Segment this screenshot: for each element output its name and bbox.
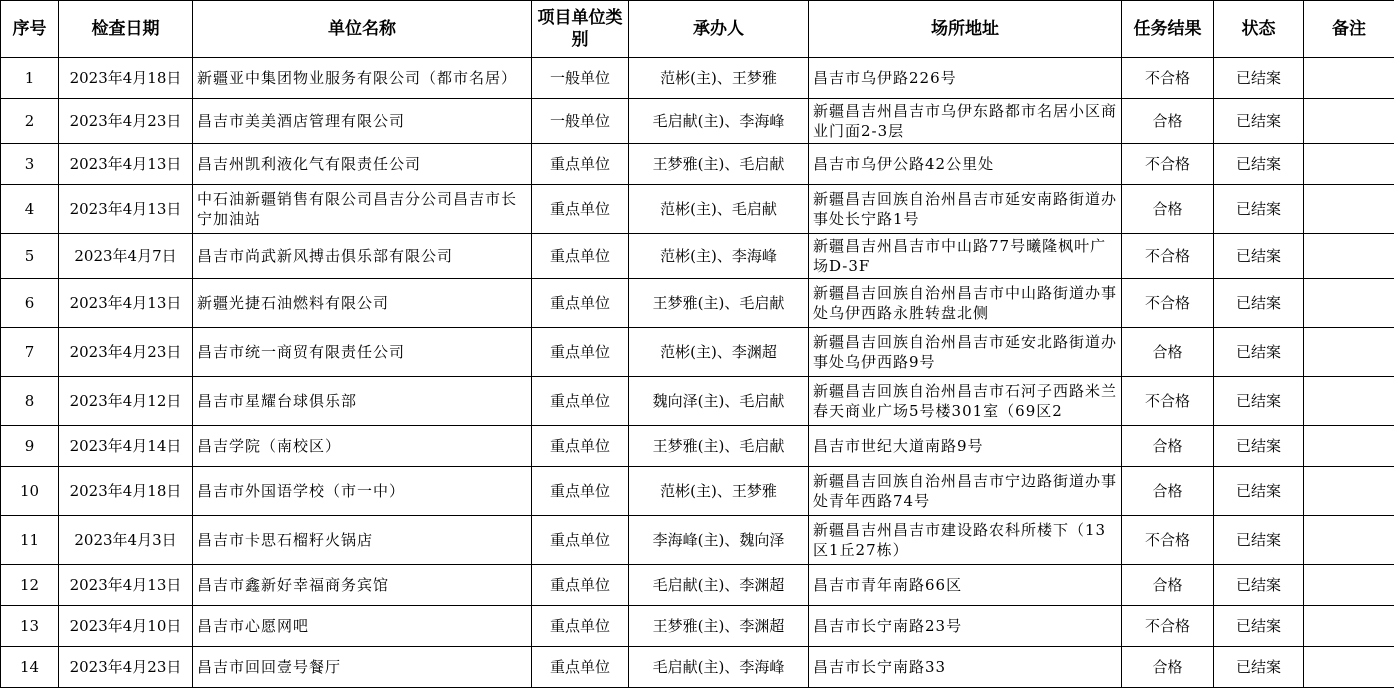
table-row bbox=[1, 234, 1394, 279]
cell-remark bbox=[1304, 58, 1394, 99]
cell-handler: 王梦雅(主)、毛启献 bbox=[629, 279, 809, 328]
cell-date: 2023年4月12日 bbox=[59, 377, 193, 426]
header-category: 项目单位类别 bbox=[532, 1, 629, 58]
cell-address-text: 新疆昌吉回族自治州昌吉市延安南路街道办事处长宁路1号 bbox=[813, 190, 1117, 228]
cell-handler: 范彬(主)、李渊超 bbox=[629, 328, 809, 377]
cell-result: 不合格 bbox=[1122, 516, 1214, 565]
cell-status: 已结案 bbox=[1214, 467, 1304, 516]
table-row bbox=[1, 328, 1394, 377]
cell-status: 已结案 bbox=[1214, 426, 1304, 467]
cell-address-text: 昌吉市长宁南路33 bbox=[813, 658, 947, 676]
cell-unit bbox=[193, 99, 532, 144]
cell-address bbox=[809, 516, 1122, 565]
cell-category: 重点单位 bbox=[532, 328, 629, 377]
cell-unit bbox=[193, 467, 532, 516]
cell-handler: 毛启献(主)、李海峰 bbox=[629, 99, 809, 144]
cell-address-text: 新疆昌吉州昌吉市中山路77号曦隆枫叶广场D-3F bbox=[813, 237, 1107, 275]
cell-address-text: 昌吉市乌伊路226号 bbox=[813, 69, 957, 87]
cell-address-text: 昌吉市乌伊公路42公里处 bbox=[813, 155, 995, 173]
table-row bbox=[1, 58, 1394, 99]
cell-result: 合格 bbox=[1122, 565, 1214, 606]
cell-status: 已结案 bbox=[1214, 377, 1304, 426]
cell-address-text: 新疆昌吉州昌吉市建设路农科所楼下（13区1丘27栋） bbox=[813, 521, 1107, 559]
cell-unit bbox=[193, 279, 532, 328]
cell-seq: 12 bbox=[1, 565, 59, 606]
header-unit: 单位名称 bbox=[193, 1, 532, 58]
cell-date: 2023年4月13日 bbox=[59, 279, 193, 328]
header-seq: 序号 bbox=[1, 1, 59, 58]
cell-date: 2023年4月10日 bbox=[59, 606, 193, 647]
cell-status: 已结案 bbox=[1214, 58, 1304, 99]
cell-result: 合格 bbox=[1122, 185, 1214, 234]
cell-unit-text: 昌吉市美美酒店管理有限公司 bbox=[197, 112, 406, 130]
cell-handler: 毛启献(主)、李海峰 bbox=[629, 647, 809, 688]
cell-address bbox=[809, 58, 1122, 99]
cell-unit-text: 昌吉市尚武新风搏击俱乐部有限公司 bbox=[197, 247, 454, 265]
cell-status: 已结案 bbox=[1214, 234, 1304, 279]
cell-category: 一般单位 bbox=[532, 99, 629, 144]
cell-category: 重点单位 bbox=[532, 234, 629, 279]
cell-seq: 13 bbox=[1, 606, 59, 647]
cell-date: 2023年4月13日 bbox=[59, 185, 193, 234]
cell-remark bbox=[1304, 565, 1394, 606]
cell-result: 合格 bbox=[1122, 467, 1214, 516]
cell-date: 2023年4月13日 bbox=[59, 565, 193, 606]
cell-handler: 魏向泽(主)、毛启献 bbox=[629, 377, 809, 426]
cell-remark bbox=[1304, 426, 1394, 467]
cell-seq: 9 bbox=[1, 426, 59, 467]
cell-seq: 1 bbox=[1, 58, 59, 99]
cell-seq: 7 bbox=[1, 328, 59, 377]
cell-address bbox=[809, 377, 1122, 426]
table-row bbox=[1, 185, 1394, 234]
cell-handler: 范彬(主)、李海峰 bbox=[629, 234, 809, 279]
table-row bbox=[1, 99, 1394, 144]
header-handler: 承办人 bbox=[629, 1, 809, 58]
cell-remark bbox=[1304, 328, 1394, 377]
cell-category: 重点单位 bbox=[532, 516, 629, 565]
cell-category: 重点单位 bbox=[532, 606, 629, 647]
cell-category: 重点单位 bbox=[532, 647, 629, 688]
cell-unit bbox=[193, 58, 532, 99]
cell-date: 2023年4月23日 bbox=[59, 99, 193, 144]
table-row bbox=[1, 426, 1394, 467]
cell-address bbox=[809, 234, 1122, 279]
cell-seq: 10 bbox=[1, 467, 59, 516]
cell-seq: 3 bbox=[1, 144, 59, 185]
cell-status: 已结案 bbox=[1214, 144, 1304, 185]
cell-address bbox=[809, 606, 1122, 647]
cell-handler: 范彬(主)、王梦雅 bbox=[629, 58, 809, 99]
cell-unit-text: 昌吉市心愿网吧 bbox=[197, 617, 310, 635]
cell-address bbox=[809, 647, 1122, 688]
table-row bbox=[1, 377, 1394, 426]
cell-unit-text: 昌吉市回回壹号餐厅 bbox=[197, 658, 342, 676]
cell-address bbox=[809, 426, 1122, 467]
cell-unit-text: 昌吉市鑫新好幸福商务宾馆 bbox=[197, 576, 390, 594]
cell-unit bbox=[193, 606, 532, 647]
cell-address bbox=[809, 565, 1122, 606]
cell-status: 已结案 bbox=[1214, 647, 1304, 688]
cell-status: 已结案 bbox=[1214, 99, 1304, 144]
cell-remark bbox=[1304, 99, 1394, 144]
cell-remark bbox=[1304, 185, 1394, 234]
cell-result: 合格 bbox=[1122, 328, 1214, 377]
cell-handler: 范彬(主)、王梦雅 bbox=[629, 467, 809, 516]
cell-unit bbox=[193, 426, 532, 467]
cell-address-text: 新疆昌吉回族自治州昌吉市延安北路街道办事处乌伊西路9号 bbox=[813, 333, 1117, 371]
cell-handler: 李海峰(主)、魏向泽 bbox=[629, 516, 809, 565]
cell-category: 重点单位 bbox=[532, 377, 629, 426]
cell-date: 2023年4月14日 bbox=[59, 426, 193, 467]
table-row bbox=[1, 144, 1394, 185]
cell-unit bbox=[193, 565, 532, 606]
cell-remark bbox=[1304, 144, 1394, 185]
cell-address bbox=[809, 185, 1122, 234]
cell-unit-text: 中石油新疆销售有限公司昌吉分公司昌吉市长宁加油站 bbox=[197, 190, 518, 228]
cell-unit bbox=[193, 377, 532, 426]
cell-address-text: 昌吉市世纪大道南路9号 bbox=[813, 437, 984, 455]
cell-date: 2023年4月13日 bbox=[59, 144, 193, 185]
cell-address bbox=[809, 99, 1122, 144]
cell-remark bbox=[1304, 234, 1394, 279]
cell-address-text: 新疆昌吉州昌吉市乌伊东路都市名居小区商业门面2-3层 bbox=[813, 102, 1117, 140]
table-row bbox=[1, 565, 1394, 606]
header-status: 状态 bbox=[1214, 1, 1304, 58]
cell-category: 重点单位 bbox=[532, 279, 629, 328]
cell-address-text: 新疆昌吉回族自治州昌吉市宁边路街道办事处青年西路74号 bbox=[813, 472, 1117, 510]
cell-unit bbox=[193, 234, 532, 279]
cell-result: 不合格 bbox=[1122, 144, 1214, 185]
cell-category: 重点单位 bbox=[532, 144, 629, 185]
cell-result: 合格 bbox=[1122, 647, 1214, 688]
cell-result: 不合格 bbox=[1122, 279, 1214, 328]
cell-address bbox=[809, 144, 1122, 185]
cell-unit bbox=[193, 185, 532, 234]
cell-address-text: 新疆昌吉回族自治州昌吉市石河子西路米兰春天商业广场5号楼301室（69区2 bbox=[813, 382, 1117, 420]
cell-category: 重点单位 bbox=[532, 185, 629, 234]
cell-address bbox=[809, 467, 1122, 516]
cell-category: 重点单位 bbox=[532, 426, 629, 467]
cell-remark bbox=[1304, 279, 1394, 328]
cell-result: 合格 bbox=[1122, 426, 1214, 467]
header-address: 场所地址 bbox=[809, 1, 1122, 58]
table-row bbox=[1, 647, 1394, 688]
cell-handler: 王梦雅(主)、李渊超 bbox=[629, 606, 809, 647]
table-header-row bbox=[1, 1, 1394, 58]
cell-status: 已结案 bbox=[1214, 328, 1304, 377]
table-row bbox=[1, 516, 1394, 565]
cell-status: 已结案 bbox=[1214, 516, 1304, 565]
cell-category: 一般单位 bbox=[532, 58, 629, 99]
cell-unit-text: 昌吉州凯利液化气有限责任公司 bbox=[197, 155, 422, 173]
header-remark: 备注 bbox=[1304, 1, 1394, 58]
cell-date: 2023年4月18日 bbox=[59, 58, 193, 99]
cell-result: 不合格 bbox=[1122, 377, 1214, 426]
cell-handler: 毛启献(主)、李渊超 bbox=[629, 565, 809, 606]
cell-status: 已结案 bbox=[1214, 185, 1304, 234]
cell-seq: 14 bbox=[1, 647, 59, 688]
cell-seq: 5 bbox=[1, 234, 59, 279]
cell-unit-text: 昌吉学院（南校区） bbox=[197, 437, 342, 455]
cell-address bbox=[809, 279, 1122, 328]
cell-status: 已结案 bbox=[1214, 606, 1304, 647]
cell-unit-text: 昌吉市统一商贸有限责任公司 bbox=[197, 343, 406, 361]
cell-status: 已结案 bbox=[1214, 279, 1304, 328]
cell-unit bbox=[193, 144, 532, 185]
cell-result: 不合格 bbox=[1122, 234, 1214, 279]
cell-category: 重点单位 bbox=[532, 467, 629, 516]
table-row bbox=[1, 606, 1394, 647]
cell-date: 2023年4月3日 bbox=[59, 516, 193, 565]
cell-result: 不合格 bbox=[1122, 58, 1214, 99]
cell-seq: 11 bbox=[1, 516, 59, 565]
cell-date: 2023年4月7日 bbox=[59, 234, 193, 279]
cell-seq: 2 bbox=[1, 99, 59, 144]
cell-remark bbox=[1304, 647, 1394, 688]
cell-handler: 王梦雅(主)、毛启献 bbox=[629, 426, 809, 467]
header-date: 检查日期 bbox=[59, 1, 193, 58]
cell-date: 2023年4月18日 bbox=[59, 467, 193, 516]
cell-seq: 8 bbox=[1, 377, 59, 426]
cell-address-text: 新疆昌吉回族自治州昌吉市中山路街道办事处乌伊西路永胜转盘北侧 bbox=[813, 284, 1117, 322]
cell-unit-text: 新疆亚中集团物业服务有限公司（都市名居） bbox=[197, 69, 518, 87]
cell-unit bbox=[193, 516, 532, 565]
cell-handler: 范彬(主)、毛启献 bbox=[629, 185, 809, 234]
cell-address-text: 昌吉市长宁南路23号 bbox=[813, 617, 963, 635]
cell-result: 合格 bbox=[1122, 99, 1214, 144]
cell-status: 已结案 bbox=[1214, 565, 1304, 606]
cell-category: 重点单位 bbox=[532, 565, 629, 606]
cell-unit-text: 昌吉市外国语学校（市一中） bbox=[197, 482, 406, 500]
header-result: 任务结果 bbox=[1122, 1, 1214, 58]
cell-unit bbox=[193, 647, 532, 688]
cell-address bbox=[809, 328, 1122, 377]
cell-result: 不合格 bbox=[1122, 606, 1214, 647]
cell-handler: 王梦雅(主)、毛启献 bbox=[629, 144, 809, 185]
table-row bbox=[1, 467, 1394, 516]
cell-seq: 4 bbox=[1, 185, 59, 234]
table-row bbox=[1, 279, 1394, 328]
cell-address-text: 昌吉市青年南路66区 bbox=[813, 576, 963, 594]
cell-seq: 6 bbox=[1, 279, 59, 328]
cell-unit-text: 昌吉市星耀台球俱乐部 bbox=[197, 392, 358, 410]
cell-date: 2023年4月23日 bbox=[59, 647, 193, 688]
cell-remark bbox=[1304, 606, 1394, 647]
cell-date: 2023年4月23日 bbox=[59, 328, 193, 377]
cell-unit-text: 昌吉市卡思石榴籽火锅店 bbox=[197, 531, 374, 549]
cell-unit-text: 新疆光捷石油燃料有限公司 bbox=[197, 294, 390, 312]
cell-remark bbox=[1304, 467, 1394, 516]
cell-unit bbox=[193, 328, 532, 377]
cell-remark bbox=[1304, 516, 1394, 565]
cell-remark bbox=[1304, 377, 1394, 426]
